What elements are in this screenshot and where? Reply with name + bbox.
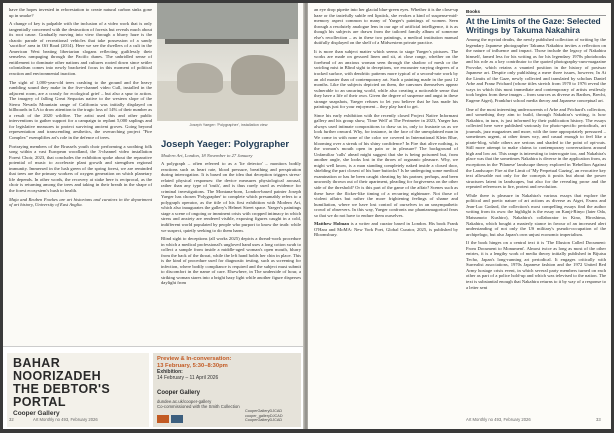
- section-rule: [466, 15, 606, 16]
- left-page: [3, 3, 304, 429]
- installation-photo: [157, 3, 298, 121]
- right-page: [308, 3, 611, 429]
- issue-footer: Art Monthly no 493, February 2026: [33, 417, 98, 422]
- article-column-1: [9, 7, 152, 211]
- paragraph: Blind sight to deceptions (all works 2025) depicts a thread-work procedure in which a medical professional's ungloved hand uses a long cotton swab to collect a sample from inside a middle-aged woman's open mouth, blurry from the back of the throat, while the left hand holds her chin in place. This is the kind of procedure used for diagnostic testing, such as screening for infection, where bodily compliance is required and the subject must submit to discomfort in the name of care. Elsewhere, in The underside of hour, a striking woman stares into a bright hazy light while another figure disperses daylight from: [161, 236, 301, 286]
- paragraph: Among the myriad deaths, the newly published collection of writing by the legendary Japanese photographer Takuma Nakahira invites a reflection on the nature of influence and impact. Those include the legacy of Nakahira himself, famed less for his writing as for his legendary 1970s photobooks and his role as a key contributor to the quoted photography-cum-magazine Provoke, which retains a vaunted position in the history of postwar Japanese art. Despite only publishing a mere three issues, however, In At the Limits of the Gaze, newly collected and translated by scholars Daniel Arbe and Franz Prichard (whose titles stretch from 1970 to 1976 reveal the ways in which this most immediate and contemporary of artists restlessly took begins from these images – from sources as diverse as Barthes, Brecht, Eugene Atget), Frankfurt school media theory and Japanese conceptual art.: [466, 37, 606, 104]
- author-bio: Maja and Reuben Fowkes are art historians and curators in the department of art history, University of East Anglia.: [9, 196, 152, 208]
- ad-details-block: [153, 353, 301, 427]
- photo-caption: Joseph Yaeger: 'Polygrapher', installation view: [189, 123, 268, 127]
- ad-venue: Cooper Gallery: [157, 390, 201, 396]
- university-logo-icon: [157, 415, 169, 423]
- ad-exhibition: Exhibition: 14 February – 11 April 2026: [157, 369, 219, 381]
- issue-footer: Art Monthly no 493, February 2026: [466, 417, 531, 422]
- book-review-title: At the Limits of the Gaze: Selected Writings by Takuma Nakahira: [466, 17, 601, 35]
- page-number: 33: [596, 417, 601, 422]
- paragraph: One of the most interesting undercurrents of Arbe and Prichard's collection, and something they aim to build, through Nakahira's writing, is how Nakahira, in turn, is just informed by their publication history. The essays collected here were published variously for photo-specific periodicals, art journals, jazz magazines and more, with the tone appropriately pressured – sometimes urgent, at other times wry, and casual enough to feel like a pirate-blog, while others are serious and shaded to the point of opt-outs. Still more attempt to make claims to contemporary conversations around high and low art. This range is interesting to interrogate too, and Nakahira's place was that the sometimes Nakahira is diverse in the application from, as exceptions in the 'Pilanese' landscape theory explored in 'Rebellion Against the Landscape: Fire at the Limit of 'My Perpetual Gazing', an evocative key text allowable not only for the concepts it posits but about the power structures latent in landscapes, but also for the revealing prose and the repeated references to fire, protest and revolution.: [466, 106, 606, 190]
- paragraph: A polygraph – often referred to as a 'lie detector' – monitors bodily reactions such as heart rate, blood pressure, breathing and perspiration during interrogation. It is based on the idea that deception triggers stress-related physical responses: the device measures physiological arousal, rather than any type of 'truth', and is thus rarely used as evidence for criminal investigations. The Montana-born, London-based painter Joseph Yaeger has chosen 'Polygrapher' to complete which presumably refers to a polygraph operator, as the title of his first exhibition with Modern Art, which also inaugurates the gallery's Helmet Street space. Yaeger's paintings stage a scene of ongoing or imminent crisis with cropped intimacy in which stress and anxiety are rendered visible, exposing figures caught in a cold, indifferent world populated by people who purport to know the truth: while we suspect, quietly seeking to do them harm.: [161, 161, 301, 233]
- article-column-3: [314, 7, 458, 241]
- ad-preview: Preview & In-conversation: 13 February, 5:30–8:30pm: [157, 356, 232, 369]
- ad-social-handles: CooperGalleryDJCAD cooper_galleryDJCAD CooperGalleryDJCAD: [245, 409, 283, 423]
- review-venue: Modern Art, London, 18 November to 27 January: [161, 153, 253, 158]
- article-column-2: [161, 161, 301, 289]
- review-headline: Joseph Yaeger: Polygrapher: [161, 139, 290, 150]
- partner-logo-icon: [171, 415, 183, 423]
- paragraph: have the hopes invested in reforestation to create natural carbon sinks gone up in smoke?: [9, 7, 152, 18]
- book-review-column: [466, 37, 606, 293]
- paragraph: an eye drop pipette into her glacial blue-green eyes. Whether it is the close-up haze or the tastefully subtle red lipstick, she evokes a kind of suspense-mid-memory aspect common to many of Yaeger's paintings of women. Seen through a resolutely analogue lens in our age of artificial intelligence, it is as though his subjects are drawn from the tailored family album of someone else's recollection – as in these two paintings, a medical institution manual dutifully displayed on the shelf of a Midwestern private practice.: [314, 7, 458, 46]
- paragraph: The sight of 1,000-year-old trees crashing to the ground and the heavy rumbling sound they make in the five-channel video Cull, installed in the adjacent room, are a crassly for ecological grief – but also a spur to action. The imagery of falling Great Sequoias native to the western slope of the Sierra Nevada Mountain range of California was initially displayed on billboards in LA to draw attention to the tragic loss of 14% of their number as a result of the 2020 wildfire. The artist used this and other public interventions to gather support for a campaign to replant 5,000 saplings and for legislative measures to protect surviving ancient groves. Going beyond representation and transcending aesthetics, the overarching project "Fire Complex" exemplifies art's role in the defence of trees.: [9, 79, 153, 141]
- paragraph: While there is pleasure in Nakahira's various essays that explore the political and poetic nature of art actions as diverse as Atget, Evans and Jean-Luc Godard, the collection's most compelling essays find the author writing from its own: the highlight is the essay on Kanji-Rinyo (later Oda, Matsumoto Kushiro), Nakahira's collaborator in Kino, Hiroshima, Nakahira, which bought a masterly stance in favour of an increased alert understanding of not only the US military's pseudo-occupation of the archipelago, but also Japan's own unjust economic imperialism.: [466, 192, 606, 237]
- paragraph: Portraying members of the Brussels youth choir performing a soothing folk song within a vast European woodland, the 3-channel video installation Forest Choir, 2023, that concludes the exhibition spoke about the reparative potential of music to accelerate plant growth and strengthen regional immunity. Immersed in the lush green of the spring forest, we are reminded that trees are the primary workers of oxygen generation on which planetary life depends. In other words, the recovery at stake here is reciprocal, as the choir is returning among the trees and taking in their breath in the shape of the forest ecosystem's hush to health.: [9, 143, 152, 193]
- ad-gallery-name: Cooper Gallery: [13, 410, 60, 417]
- paragraph: It is more than subject matter which seems to stage Yaeger's pictures. The works are made on gessoed linen and sit, at close range, whether on the forehead of an anxious woman seen through the shadow of mesh or the swirling mist in Blind sight to deceptions, we encounter varying degrees of a tracked surface, with dendritic patterns more typical of a second-rate work by an old master than of contemporary art. Such a painting made in the past 12 months. Like the subjects depicted on them, the canvases themselves appear vulnerable to an uncaring world, while also creating a noticeable sense that they have a life of their own. Given the degree of suspense and angst in these strange snapshots, Yaeger refuses to let you believe that he has made his paintings just for your enjoyment – they play hard to get.: [314, 48, 458, 110]
- section-label: Books: [466, 9, 481, 14]
- ad-title-block: [7, 353, 149, 427]
- paragraph: A change of key is palpable with the inclusion of a video work that is only tangentially concerned with the destruction of forests but reveals much about its root cause. Gradually moving into view through a blurry haze is the chaotic parade of recreational vehicles that take possession of a sandy 'sacrifice' area in Off Road (2014). Here we see the dwellers of a cult in the American West beating libertarian slogans reflecting guiltlessly their senseless rampaging through the Pacific dunes. The unbridled sense of entitlement to dominate other nations and cultures rooted down since settler colonialism comes into newly bracketed focus in this moment of political reaction and environmental inaction.: [9, 21, 152, 77]
- ad-title: BAHAR NOORIZADEH THE DEBTOR'S PORTAL: [13, 356, 111, 409]
- ad-venue-detail: dundee.ac.uk/cooper-gallery Co-commissioned with the Smith Collection: [157, 399, 240, 409]
- reviewer-bio: Matthew Holman is a writer and curator based in London. His book Frank O'Hara and MoMA: New York Poet, Global Curator, 2025, is published by Bloomsbury.: [314, 221, 458, 238]
- page-number: 32: [9, 417, 14, 422]
- paragraph: If the book hinges on a central text it is 'The Illusion Called Document: From Document to Monument'. Almost twice as long as most of the other entries, it is a lengthy work of media theory initially published in Bijutsu Techo, Japan's long-running art periodical. It engages critically with Surrealist associations, 1970s Japanese fashion and the 1972 United Red Army hostage crisis event, in which several party members turned on each other as part of a police hold-up and which was televised to the nation. The text is substantial enough that Nakahira returns to it by way of a response to a letter sent: [466, 240, 606, 290]
- paragraph: Since his early exhibition with the recently closed Project Native Informant gallery and his group show, 'Time Well' at The Perimeter in 2023, Yaeger has always used intimate compositions to draw us in, only to frustrate us as we look further onward. Why, for instance, in the face of the unexplained man in We come in with none of the color we covered in International Klein Blue, blooming over a streak of his shiny confidence? In Fire that alive nothing, is the woman's mouth open in pain or in pleasure? The background of Unfamiliar 'calls' ahead might suggest that she is being poisoned but, from another angle, she looks lost in the throes of orgasmic pleasure. Why, we might well know, is a man standing completely naked inside a closed door, shielding the part closest of his bare buttocks? Is he undergoing some medical examination or has he been caught cheating by his partner, perhaps, and been unwontly thrown out of their apartment, pleading for forgiveness on the other side of the threshold? Or is this part of the game of the affair? Scenes such as these have the flicker-like timing of a recurring nightmare. Not those of violent affairs but rather the more frightening feelings of shame and humiliation, where we have lost control of ourselves in an unsympathetic crowd of observers. In this way, Yaeger confronts our phantasmagorical fears so that we do not have to endure them ourselves.: [314, 112, 458, 218]
